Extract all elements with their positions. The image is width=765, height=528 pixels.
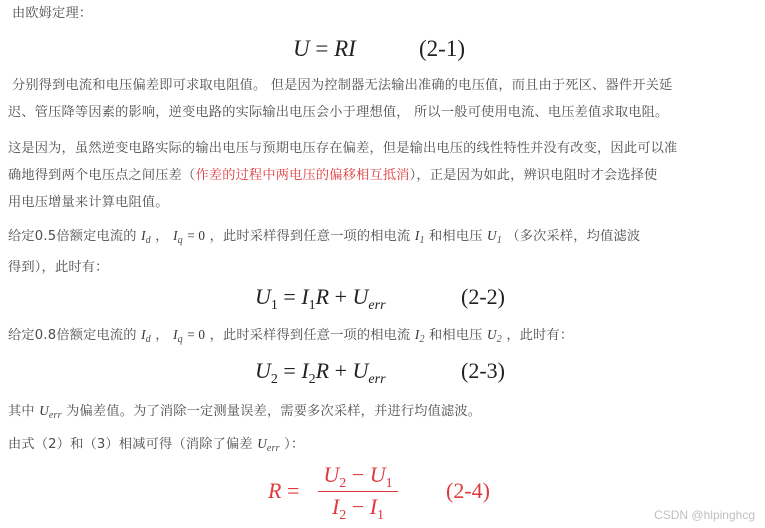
equation-tag: (2-1) bbox=[419, 36, 465, 61]
paragraph-6: 由式（2）和（3）相减可得（消除了偏差 $U_{err}$ ）： bbox=[8, 436, 305, 454]
highlight-text: 作差的过程中两电压的偏移相互抵消 bbox=[195, 168, 410, 183]
equation-tag: (2-3) bbox=[461, 358, 505, 383]
fraction-bar bbox=[318, 491, 398, 492]
equation-tag: (2-2) bbox=[461, 284, 505, 309]
equation-2-3: $U_2 = I_2R + U_{err}$ (2-3) bbox=[255, 358, 505, 387]
equation-tag: (2-4) bbox=[446, 478, 490, 503]
equation-lhs: R = bbox=[268, 478, 300, 503]
paragraph-1: 分别得到电流和电压偏差即可求取电阻值。 但是因为控制器无法输出准确的电压值，而且由于死区、器件开关延 迟、管压降等因素的影响，逆变电路的实际输出电压会小于理想值， 所以一般可使用电流、电压差值求取电阻。 bbox=[8, 78, 673, 120]
equation-2-1: U = RI (2-1) bbox=[293, 36, 465, 61]
paragraph-2: 这是因为，虽然逆变电路实际的输出电压与预期电压存在偏差，但是输出电压的线性特性并没有改变，因此可以准 确地得到两个电压点之间压差（作差的过程中两电压的偏移相互抵消），正是因为如此，辨识电阻时才会选择使 用电压增量来计算电阻值。 bbox=[8, 141, 678, 210]
denominator: $I_2 - I_1$ bbox=[331, 494, 385, 523]
paragraph-3: 给定0.5倍额定电流的 $I_d$ ， $I_q = 0$ ，此时采样得到任意一项的相电流 $I_1$ 和相电压 $U_1$ （多次采样，均值滤波 得到），此时有： bbox=[8, 228, 641, 275]
fraction bbox=[318, 462, 398, 524]
paragraph-4: 给定0.8倍额定电流的 $I_d$ ， $I_q = 0$ ，此时采样得到任意一项的相电流 $I_2$ 和相电压 $U_2$ ，此时有： bbox=[8, 327, 574, 345]
equation-2-2: $U_1 = I_1R + U_{err}$ (2-2) bbox=[255, 284, 505, 313]
numerator: $U_2 - U_1$ bbox=[323, 462, 393, 491]
intro-text: 由欧姆定理： bbox=[12, 6, 93, 21]
equation-2-4 bbox=[268, 462, 508, 524]
paragraph-5: 其中 $U_{err}$ 为偏差值。为了消除一定测量误差，需要多次采样，并进行均值滤波。 bbox=[8, 403, 482, 421]
watermark: CSDN @hlpinghcg bbox=[654, 508, 755, 522]
